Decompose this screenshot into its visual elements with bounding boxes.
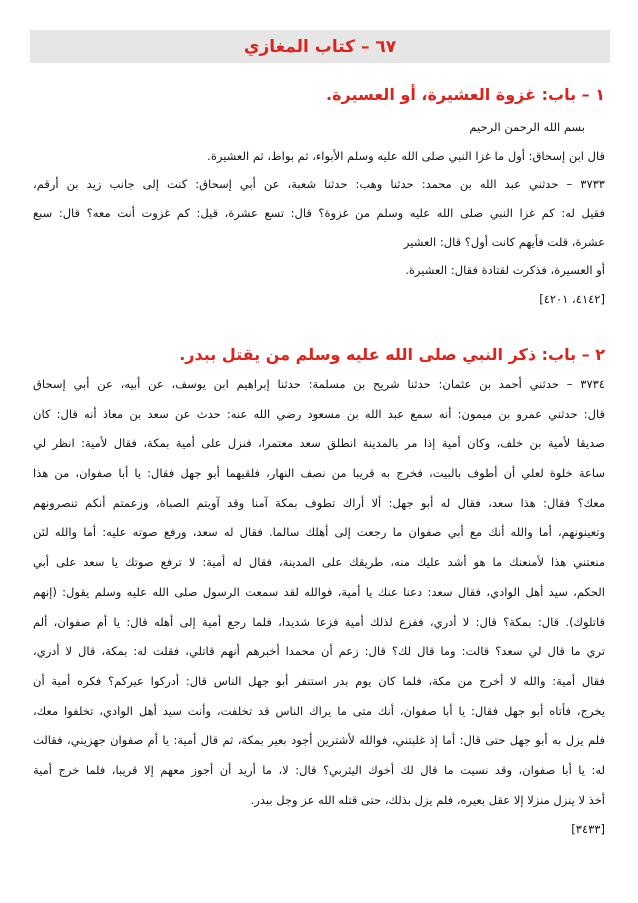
chapter-title: ٦٧ – كتاب المغازي bbox=[243, 36, 397, 57]
section-title: ١ – باب: غزوة العشيرة، أو العسيرة. bbox=[325, 85, 605, 104]
text-line: فقيل له: كم غزا النبي صلى الله عليه وسلم من غزوة؟ قال: تسع عشرة، قيل: كم غزوت أنت معه؟ قال: سبع bbox=[33, 206, 605, 221]
text-line: قال: حدثني عمرو بن ميمون: أنه سمع عبد الله بن مسعود رضي الله عنه: حدث عن سعد بن معاذ أنه قال: كان bbox=[33, 406, 605, 421]
text-line: منعتني هذا لأمنعنك ما هو أشد عليك منه، طريقك على المدينة، فقال له أمية: لا ترفع صوتك يا سعد على أبي bbox=[33, 555, 605, 570]
text-line: قال ابن إسحاق: أول ما غزا النبي صلى الله عليه وسلم الأبواء، ثم بواط، ثم العشيرة. bbox=[207, 148, 605, 163]
section-title: ٢ – باب: ذكر النبي صلى الله عليه وسلم من يقتل ببدر. bbox=[179, 345, 605, 364]
text-line: أخذ لا ينزل منزلا إلا عقل بعيره، فلم يزل بذلك، حتى قتله الله عز وجل ببدر. bbox=[250, 792, 605, 807]
text-line: صديقا لأمية بن خلف، وكان أمية إذا مر بالمدينة انطلق سعد معتمرا، فنزل على أمية بمكة، فقال لأمية: انظر لي bbox=[33, 436, 605, 451]
section-ghazwat-al-ushayra bbox=[33, 80, 605, 314]
cross-reference: [٣٤٣٣] bbox=[571, 822, 605, 837]
text-line: معك؟ فقال: هذا سعد، فقال له أبو جهل: ألا أراك تطوف بمكة آمنا وقد آويتم الصباة، وزعمتم أنكم تنصرونهم bbox=[33, 495, 605, 510]
text-line: له: يا أبا صفوان، وقد نسيت ما قال لك أخوك اليثربي؟ قال: لا، ما أريد أن أجوز معهم إلا قريبا، فلما خرج أمية bbox=[33, 762, 605, 777]
text-line: وتعينونهم، أما والله أنك مع أبي صفوان ما رجعت إلى أهلك سالما. فقال له سعد، ورفع صوته عليه: أما والله لئن bbox=[33, 525, 605, 540]
text-line: فلم يزل به أبو جهل حتى قال: أما إذ غلبتني، فوالله لأشترين أجود بعير بمكة، ثم قال أمية: يا أم صفوان جهزيني، فقالت bbox=[33, 733, 605, 748]
cross-reference: [٤١٤٢، ٤٢٠١] bbox=[539, 292, 605, 307]
text-line: عشرة، قلت فأيهم كانت أول؟ قال: العشير bbox=[403, 234, 605, 249]
chapter-header-band bbox=[30, 30, 610, 63]
text-line: قاتلوك). قال: بمكة؟ قال: لا أدري، ففزع لذلك أمية فزعا شديدا، فلما رجع أمية إلى أهله قال: يا أم صفوان، ألم bbox=[33, 614, 605, 629]
hadith-3734-line: ٣٧٣٤ – حدثني أحمد بن عثمان: حدثنا شريح بن مسلمة: حدثنا إبراهيم ابن يوسف، عن أبيه، عن أبي إسحاق bbox=[33, 377, 605, 391]
text-line: الحكم، سيد أهل الوادي، فقال سعد: دعنا عنك يا أمية، فوالله لقد سمعت الرسول صلى الله عليه وسلم يقول: (إنهم bbox=[33, 584, 605, 599]
section-badr bbox=[33, 340, 605, 845]
hadith-3733-line: ٣٧٣٣ – حدثني عبد الله بن محمد: حدثنا وهب: حدثنا شعبة، عن أبي إسحاق: كنت إلى جانب زيد بن أرقم، bbox=[33, 177, 605, 192]
text-line: تري ما قال لي سعد؟ قالت: وما قال لك؟ قال: زعم أن محمدا أخبرهم أنهم قاتلي، فقلت له: بمكة، قال لا أدري، bbox=[33, 644, 605, 659]
text-line: ساعة خلوة لعلي أن أطوف بالبيت، فخرج به قريبا من نصف النهار، فلقيهما أبو جهل فقال: يا أبا صفوان، من هذا bbox=[33, 466, 605, 481]
text-line: أو العسيرة، فذكرت لقتادة فقال: العشيرة. bbox=[405, 263, 605, 278]
text-line: فقال أمية: والله لا أخرج من مكة، فلما كان يوم بدر استنفر أبو جهل الناس قال: أدركوا عيركم؟ فكره أمية أن bbox=[33, 673, 605, 688]
text-line: يخرج، فأتاه أبو جهل فقال: يا أبا صفوان، أنك متى ما يراك الناس قد تخلفت، وأنت سيد أهل الوادي، تخلفوا معك، bbox=[33, 703, 605, 718]
basmala-line: بسم الله الرحمن الرحيم bbox=[469, 120, 585, 134]
